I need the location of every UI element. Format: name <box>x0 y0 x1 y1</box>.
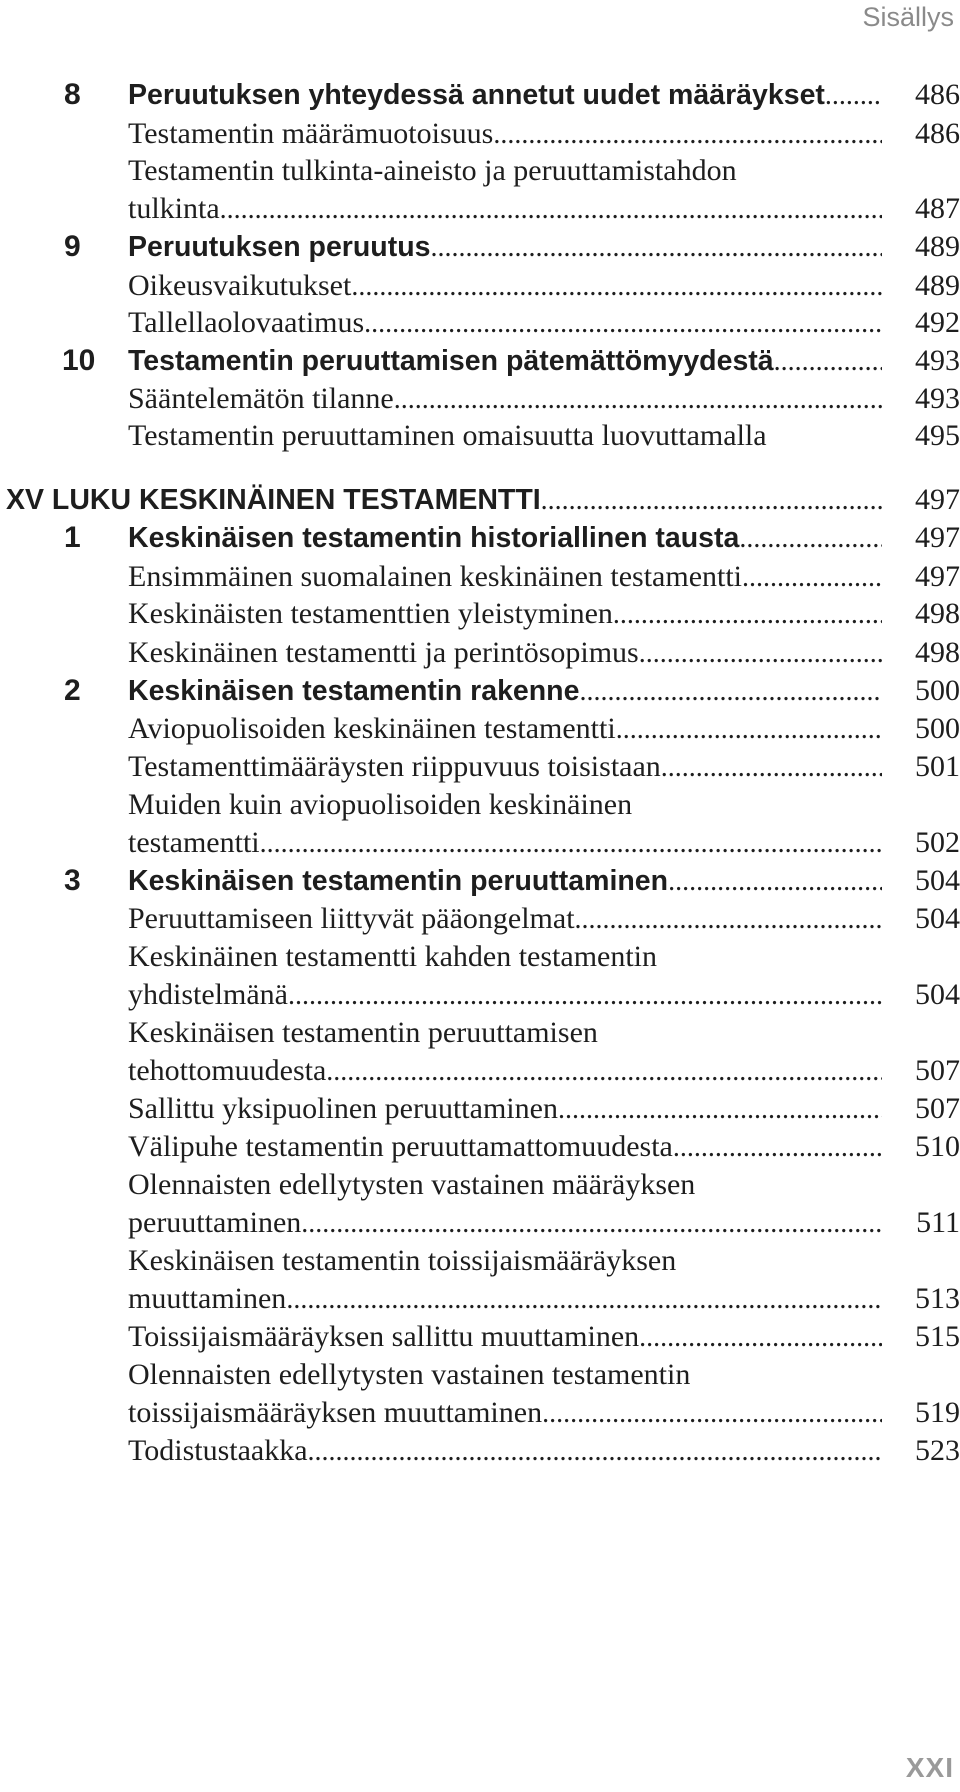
toc-page-number: 510 <box>915 1130 960 1163</box>
toc-page-number: 523 <box>915 1434 960 1467</box>
dot-leader <box>220 189 882 230</box>
dot-leader <box>613 594 882 635</box>
toc-page-number: 504 <box>915 864 960 897</box>
toc-entry-title: Testamentin peruuttamisen pätemättömyydestä <box>128 345 774 377</box>
toc-section-entry <box>0 670 960 712</box>
toc-entry-line <box>128 113 882 155</box>
toc-page-number: 501 <box>915 750 960 783</box>
toc-entry-title: Aviopuolisoiden keskinäinen testamentti <box>128 712 616 745</box>
dot-leader <box>394 379 882 420</box>
toc-entry-line <box>128 1012 882 1054</box>
dot-leader <box>639 1317 882 1358</box>
toc-page-number: 497 <box>915 521 960 554</box>
toc-entry-line <box>128 936 882 978</box>
toc-page-number: 511 <box>916 1206 960 1239</box>
toc-entry-line <box>128 556 882 598</box>
toc-page-number: 513 <box>915 1282 960 1315</box>
toc-entry-line <box>128 150 882 192</box>
dot-leader <box>260 823 882 864</box>
toc-subsection-entry <box>0 302 960 344</box>
toc-entry-line <box>128 1278 882 1320</box>
toc-subsection-entry <box>0 1202 960 1244</box>
toc-entry-title: Olennaisten edellytysten vastainen testamentin <box>128 1358 691 1391</box>
toc-subsection-entry <box>0 632 960 674</box>
toc-entry-number: 1 <box>64 521 81 554</box>
page-number-roman: XXI <box>905 1752 954 1783</box>
dot-leader <box>575 899 882 940</box>
toc-page-number: 486 <box>915 117 960 150</box>
toc-subsection-entry <box>0 1050 960 1092</box>
toc-entry-line <box>6 479 882 521</box>
toc-entry-title: toissijaismääräyksen muuttaminen <box>128 1396 543 1429</box>
toc-entry-title: tehottomuudesta <box>128 1054 327 1087</box>
toc-subsection-entry <box>0 378 960 420</box>
toc-entry-line <box>128 302 882 344</box>
toc-subsection-entry <box>0 1430 960 1472</box>
toc-subsection-entry <box>0 1012 960 1054</box>
dot-leader <box>742 557 882 598</box>
toc-subsection-entry <box>0 1354 960 1396</box>
toc-page-number: 495 <box>915 419 960 452</box>
dot-leader <box>430 227 882 268</box>
toc-entry-line <box>128 1316 882 1358</box>
toc-subsection-entry <box>0 1164 960 1206</box>
dot-leader <box>308 1431 882 1472</box>
toc-entry-line <box>128 1240 882 1282</box>
running-header: Sisällys <box>862 2 954 32</box>
toc-entry-title: Testamentin peruuttaminen omaisuutta luovuttamalla <box>128 419 767 452</box>
toc-entry-title: Oikeusvaikutukset <box>128 269 352 302</box>
toc-entry-number: 9 <box>64 230 81 263</box>
toc-subsection-entry <box>0 1278 960 1320</box>
toc-entry-title: Toissijaismääräyksen sallittu muuttaminen <box>128 1320 640 1353</box>
dot-leader <box>639 633 882 674</box>
toc-subsection-entry <box>0 1088 960 1130</box>
toc-entry-line <box>128 1430 882 1472</box>
dot-leader <box>286 1279 882 1320</box>
toc-page-number: 489 <box>915 269 960 302</box>
toc-page-number: 504 <box>915 902 960 935</box>
toc-entry-line <box>128 1164 882 1206</box>
dot-leader <box>326 1051 882 1092</box>
dot-leader <box>774 341 882 382</box>
toc-page-number: 487 <box>915 192 960 225</box>
toc-entry-title: Keskinäinen testamentti kahden testamentin <box>128 940 658 973</box>
toc-entry-title: Sallittu yksipuolinen peruuttaminen <box>128 1092 558 1125</box>
dot-leader <box>825 75 882 116</box>
dot-leader <box>673 1127 882 1168</box>
toc-entry-line <box>128 517 882 559</box>
dot-leader <box>661 747 882 788</box>
toc-subsection-entry <box>0 593 960 635</box>
dot-leader <box>541 480 882 521</box>
toc-subsection-entry <box>0 150 960 192</box>
toc-page-number: 507 <box>915 1092 960 1125</box>
toc-subsection-entry <box>0 936 960 978</box>
toc-entry-line <box>128 1392 882 1434</box>
toc-subsection-entry <box>0 1392 960 1434</box>
toc-entry-line <box>128 1354 882 1396</box>
dot-leader <box>288 975 882 1016</box>
toc-entry-title: Peruutuksen peruutus <box>128 231 431 263</box>
toc-entry-title: tulkinta <box>128 192 220 225</box>
toc-entry-title: Keskinäisen testamentin peruuttamisen <box>128 1016 598 1049</box>
toc-entry-line <box>128 340 882 382</box>
toc-entry-line <box>128 784 882 826</box>
toc-entry-title: testamentti <box>128 826 260 859</box>
toc-section-entry <box>0 860 960 902</box>
toc-subsection-entry <box>0 1316 960 1358</box>
toc-entry-title: Keskinäisen testamentin toissijaismääräyksen <box>128 1244 677 1277</box>
toc-entry-line <box>128 188 882 230</box>
toc-entry-line <box>128 670 882 712</box>
toc-entry-line <box>128 1050 882 1092</box>
toc-entry-line <box>128 265 882 307</box>
toc-entry-line <box>128 974 882 1016</box>
toc-section-entry <box>0 517 960 559</box>
toc-subsection-entry <box>0 415 960 457</box>
toc-page-number: 500 <box>915 674 960 707</box>
toc-page-number: 498 <box>915 597 960 630</box>
toc-section-entry <box>0 226 960 268</box>
toc-section-entry <box>0 74 960 116</box>
dot-leader <box>739 518 882 559</box>
toc-entry-line <box>128 708 882 750</box>
toc-entry-line <box>128 1088 882 1130</box>
dot-leader <box>579 671 882 712</box>
toc-entry-title: muuttaminen <box>128 1282 287 1315</box>
toc-subsection-entry <box>0 898 960 940</box>
toc-page-number: 489 <box>915 230 960 263</box>
toc-entry-line <box>128 593 882 635</box>
toc-subsection-entry <box>0 1126 960 1168</box>
toc-entry-title: Keskinäisten testamenttien yleistyminen <box>128 597 613 630</box>
toc-entry-title: Keskinäisen testamentin rakenne <box>128 675 580 707</box>
toc-entry-line <box>128 74 882 116</box>
toc-entry-line <box>128 860 882 902</box>
toc-page-number: 493 <box>915 382 960 415</box>
toc-page-number: 486 <box>915 78 960 111</box>
toc-entry-title: Tallellaolovaatimus <box>128 306 365 339</box>
toc-page-number: 492 <box>915 306 960 339</box>
toc-entry-title: Peruuttamiseen liittyvät pääongelmat <box>128 902 575 935</box>
dot-leader <box>301 1203 882 1244</box>
toc-subsection-entry <box>0 708 960 750</box>
toc-entry-title: Testamenttimääräysten riippuvuus toisistaan <box>128 750 661 783</box>
toc-entry-title: peruuttaminen <box>128 1206 302 1239</box>
dot-leader <box>668 861 882 902</box>
toc-entry-title: Testamentin tulkinta-aineisto ja peruuttamistahdon <box>128 154 737 187</box>
toc-subsection-entry <box>0 974 960 1016</box>
toc-entry-line <box>128 1202 882 1244</box>
toc-page-number: 500 <box>915 712 960 745</box>
toc-entry-number: 3 <box>64 864 81 897</box>
toc-subsection-entry <box>0 556 960 598</box>
toc-page-number: 502 <box>915 826 960 859</box>
toc-subsection-entry <box>0 188 960 230</box>
toc-chapter-heading <box>0 479 960 521</box>
toc-page-number: 519 <box>915 1396 960 1429</box>
toc-entry-title: Olennaisten edellytysten vastainen määräyksen <box>128 1168 696 1201</box>
toc-entry-title: Muiden kuin aviopuolisoiden keskinäinen <box>128 788 633 821</box>
toc-entry-line <box>128 898 882 940</box>
toc-page-number: 507 <box>915 1054 960 1087</box>
toc-entry-number: 8 <box>64 78 81 111</box>
toc-entry-title: Ensimmäinen suomalainen keskinäinen testamentti <box>128 560 743 593</box>
toc-section-entry <box>0 340 960 382</box>
toc-entry-line <box>128 378 882 420</box>
toc-page-number: 497 <box>915 560 960 593</box>
dot-leader <box>364 303 882 344</box>
toc-entry-line <box>128 1126 882 1168</box>
dot-leader <box>542 1393 882 1434</box>
dot-leader <box>558 1089 882 1130</box>
toc-page-number: 498 <box>915 636 960 669</box>
toc-entry-title: Todistustaakka <box>128 1434 308 1467</box>
toc-entry-line <box>128 746 882 788</box>
toc-entry-line <box>128 415 882 457</box>
toc-entry-title: Keskinäisen testamentin peruuttaminen <box>128 865 669 897</box>
toc-entry-title: Sääntelemätön tilanne <box>128 382 394 415</box>
toc-page-number: 497 <box>915 483 960 516</box>
toc-page-number: 504 <box>915 978 960 1011</box>
toc-subsection-entry <box>0 822 960 864</box>
toc-entry-title: Keskinäinen testamentti ja perintösopimus <box>128 636 639 669</box>
toc-entry-line <box>128 226 882 268</box>
toc-entry-number: 10 <box>62 344 96 377</box>
toc-entry-title: Välipuhe testamentin peruuttamattomuudesta <box>128 1130 673 1163</box>
toc-entry-title: yhdistelmänä <box>128 978 288 1011</box>
toc-page-number: 493 <box>915 344 960 377</box>
toc-entry-title: Keskinäisen testamentin historiallinen tausta <box>128 522 740 554</box>
toc-subsection-entry <box>0 1240 960 1282</box>
toc-subsection-entry <box>0 784 960 826</box>
toc-entry-line <box>128 632 882 674</box>
dot-leader <box>351 266 882 307</box>
toc-subsection-entry <box>0 746 960 788</box>
toc-entry-number: 2 <box>64 674 81 707</box>
toc-page-number: 515 <box>915 1320 960 1353</box>
toc-entry-line <box>128 822 882 864</box>
toc-entry-title: Testamentin määrämuotoisuus <box>128 117 494 150</box>
dot-leader <box>616 709 882 750</box>
toc-subsection-entry <box>0 265 960 307</box>
toc-entry-title: XV LUKU KESKINÄINEN TESTAMENTTI <box>6 484 541 516</box>
toc-entry-title: Peruutuksen yhteydessä annetut uudet määräykset <box>128 79 825 111</box>
toc-subsection-entry <box>0 113 960 155</box>
dot-leader <box>493 114 882 155</box>
